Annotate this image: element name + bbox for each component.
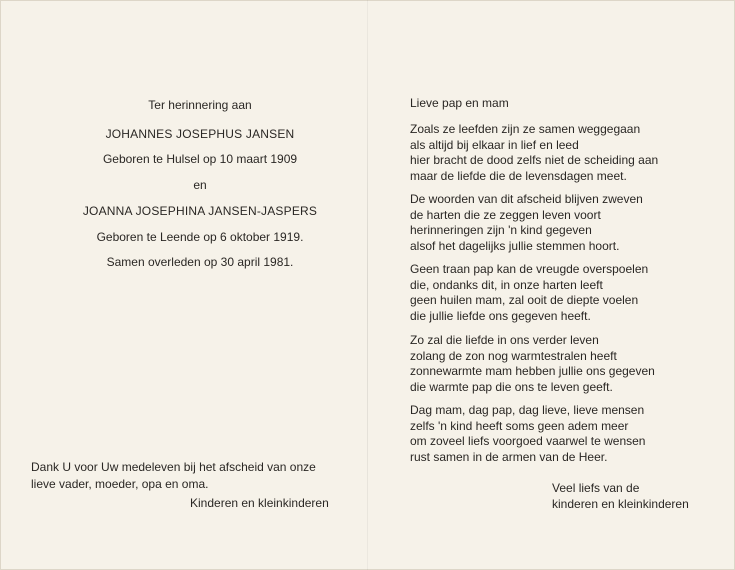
- poem-line: om zoveel liefs voorgoed vaarwel te wensen: [410, 434, 646, 448]
- poem-line: zolang de zon nog warmtestralen heeft: [410, 348, 617, 363]
- poem-closing: [552, 481, 689, 512]
- death-date: Samen overleden op 30 april 1981.: [106, 255, 294, 269]
- poem-stanza: [410, 192, 643, 254]
- conjunction-text: en: [193, 178, 207, 192]
- poem-line: die, ondanks dit, in onze harten leeft: [410, 277, 603, 292]
- person1-name: JOHANNES JOSEPHUS JANSEN: [105, 127, 295, 141]
- left-page: [0, 0, 367, 570]
- poem-stanza: [410, 262, 648, 324]
- poem-line: die jullie liefde ons gegeven heeft.: [410, 308, 591, 323]
- thanks-signature: Kinderen en kleinkinderen: [190, 496, 329, 510]
- poem-stanza: [410, 122, 658, 184]
- poem-line: hier bracht de dood zelfs niet de scheiding aan: [410, 153, 659, 167]
- poem-line: herinneringen zijn 'n kind gegeven: [410, 223, 592, 237]
- poem-line: Zoals ze leefden zijn ze samen weggegaan: [410, 122, 641, 136]
- person1-birth: Geboren te Hulsel op 10 maart 1909: [102, 152, 298, 166]
- intro-text: Ter herinnering aan: [148, 98, 252, 112]
- person2-name: JOANNA JOSEPHINA JANSEN-JASPERS: [82, 204, 318, 218]
- poem-line: zonnewarmte mam hebben jullie ons gegeven: [410, 364, 655, 378]
- poem-line: als altijd bij elkaar in lief en leed: [410, 137, 579, 152]
- closing-line: kinderen en kleinkinderen: [552, 496, 689, 511]
- thanks-line: Dank U voor Uw medeleven bij het afscheid van onze: [31, 460, 316, 474]
- closing-line: Veel liefs van de: [552, 481, 640, 495]
- poem-salutation: Lieve pap en mam: [410, 96, 509, 110]
- center-fold: [367, 0, 368, 570]
- poem-line: De woorden van dit afscheid blijven zweven: [410, 192, 643, 206]
- poem-stanza: [410, 333, 655, 395]
- thanks-message: [31, 459, 351, 493]
- poem-line: geen huilen mam, zal ooit de diepte voelen: [410, 293, 639, 307]
- poem-stanza: [410, 403, 645, 465]
- poem-line: de harten die ze zeggen leven voort: [410, 207, 601, 222]
- poem-line: Geen traan pap kan de vreugde overspoelen: [410, 262, 649, 276]
- poem-line: rust samen in de armen van de Heer.: [410, 449, 608, 464]
- thanks-line: lieve vader, moeder, opa en oma.: [31, 477, 209, 491]
- poem-line: maar de liefde die de levensdagen meet.: [410, 168, 627, 183]
- poem-line: zelfs 'n kind heeft soms geen adem meer: [410, 418, 629, 433]
- poem-line: die warmte pap die ons te leven geeft.: [410, 379, 613, 394]
- poem-line: Zo zal die liefde in ons verder leven: [410, 333, 599, 347]
- poem-line: Dag mam, dag pap, dag lieve, lieve mensen: [410, 403, 645, 417]
- poem-line: alsof het dagelijks jullie stemmen hoort.: [410, 238, 620, 253]
- person2-birth: Geboren te Leende op 6 oktober 1919.: [96, 230, 304, 244]
